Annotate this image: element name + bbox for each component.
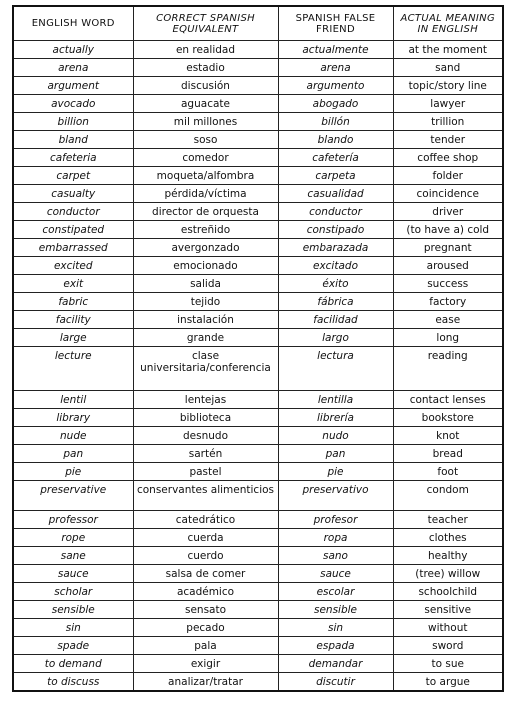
actual-meaning-cell: reading <box>393 347 503 391</box>
actual-meaning-cell: sensitive <box>393 601 503 619</box>
table-row <box>13 511 503 529</box>
spanish-equivalent-cell: avergonzado <box>133 239 278 257</box>
actual-meaning-cell: sword <box>393 637 503 655</box>
english-word-cell: library <box>13 409 133 427</box>
spanish-equivalent-cell: pala <box>133 637 278 655</box>
actual-meaning-cell: topic/story line <box>393 77 503 95</box>
actual-meaning-cell: trillion <box>393 113 503 131</box>
header-false-friend: SPANISH FALSE FRIEND <box>278 6 393 41</box>
spanish-equivalent-cell: director de orquesta <box>133 203 278 221</box>
false-friend-cell: billón <box>278 113 393 131</box>
actual-meaning-cell: schoolchild <box>393 583 503 601</box>
false-friend-cell: sin <box>278 619 393 637</box>
spanish-equivalent-cell: lentejas <box>133 391 278 409</box>
spanish-equivalent-cell: conservantes alimenticios <box>133 481 278 511</box>
actual-meaning-cell: healthy <box>393 547 503 565</box>
spanish-equivalent-cell: aguacate <box>133 95 278 113</box>
spanish-equivalent-cell: catedrático <box>133 511 278 529</box>
table-row <box>13 329 503 347</box>
english-word-cell: scholar <box>13 583 133 601</box>
false-friend-cell: pie <box>278 463 393 481</box>
false-friend-cell: nudo <box>278 427 393 445</box>
spanish-equivalent-cell: académico <box>133 583 278 601</box>
table-row <box>13 547 503 565</box>
false-friend-cell: escolar <box>278 583 393 601</box>
spanish-equivalent-cell: salsa de comer <box>133 565 278 583</box>
english-word-cell: exit <box>13 275 133 293</box>
false-friend-cell: fábrica <box>278 293 393 311</box>
english-word-cell: argument <box>13 77 133 95</box>
false-friend-cell: sensible <box>278 601 393 619</box>
spanish-equivalent-cell: en realidad <box>133 41 278 59</box>
table-row <box>13 637 503 655</box>
false-friend-cell: excitado <box>278 257 393 275</box>
spanish-equivalent-cell: mil millones <box>133 113 278 131</box>
table-row <box>13 445 503 463</box>
table-row <box>13 185 503 203</box>
spanish-equivalent-cell: desnudo <box>133 427 278 445</box>
english-word-cell: lecture <box>13 347 133 391</box>
spanish-equivalent-cell: pérdida/víctima <box>133 185 278 203</box>
table-row <box>13 347 503 391</box>
false-friend-cell: discutir <box>278 673 393 692</box>
spanish-equivalent-cell: pecado <box>133 619 278 637</box>
spanish-equivalent-cell: clase universitaria/conferencia <box>133 347 278 391</box>
spanish-equivalent-cell: cuerda <box>133 529 278 547</box>
false-friend-cell: conductor <box>278 203 393 221</box>
english-word-cell: cafeteria <box>13 149 133 167</box>
spanish-equivalent-cell: discusión <box>133 77 278 95</box>
table-row <box>13 167 503 185</box>
table-row <box>13 257 503 275</box>
spanish-equivalent-cell: pastel <box>133 463 278 481</box>
english-word-cell: embarrassed <box>13 239 133 257</box>
table-row <box>13 41 503 59</box>
table-row <box>13 293 503 311</box>
english-word-cell: bland <box>13 131 133 149</box>
actual-meaning-cell: pregnant <box>393 239 503 257</box>
table-row <box>13 481 503 511</box>
english-word-cell: sin <box>13 619 133 637</box>
table-row <box>13 391 503 409</box>
english-word-cell: billion <box>13 113 133 131</box>
false-friend-cell: librería <box>278 409 393 427</box>
actual-meaning-cell: bookstore <box>393 409 503 427</box>
english-word-cell: nude <box>13 427 133 445</box>
english-word-cell: facility <box>13 311 133 329</box>
spanish-equivalent-cell: soso <box>133 131 278 149</box>
english-word-cell: preservative <box>13 481 133 511</box>
actual-meaning-cell: foot <box>393 463 503 481</box>
false-friend-cell: sano <box>278 547 393 565</box>
actual-meaning-cell: to sue <box>393 655 503 673</box>
table-row <box>13 59 503 77</box>
actual-meaning-cell: success <box>393 275 503 293</box>
table-row <box>13 409 503 427</box>
actual-meaning-cell: lawyer <box>393 95 503 113</box>
spanish-equivalent-cell: sensato <box>133 601 278 619</box>
english-word-cell: sane <box>13 547 133 565</box>
table-row <box>13 221 503 239</box>
actual-meaning-cell: to argue <box>393 673 503 692</box>
false-friend-cell: cafetería <box>278 149 393 167</box>
table-row <box>13 529 503 547</box>
actual-meaning-cell: (tree) willow <box>393 565 503 583</box>
false-friend-cell: preservativo <box>278 481 393 511</box>
spanish-equivalent-cell: tejido <box>133 293 278 311</box>
table-row <box>13 601 503 619</box>
english-word-cell: fabric <box>13 293 133 311</box>
actual-meaning-cell: teacher <box>393 511 503 529</box>
table-row <box>13 113 503 131</box>
table-row <box>13 655 503 673</box>
spanish-equivalent-cell: emocionado <box>133 257 278 275</box>
false-friend-cell: largo <box>278 329 393 347</box>
table-row <box>13 673 503 692</box>
actual-meaning-cell: condom <box>393 481 503 511</box>
false-friends-sheet <box>12 5 502 692</box>
spanish-equivalent-cell: exigir <box>133 655 278 673</box>
false-friend-cell: profesor <box>278 511 393 529</box>
actual-meaning-cell: bread <box>393 445 503 463</box>
english-word-cell: pie <box>13 463 133 481</box>
actual-meaning-cell: tender <box>393 131 503 149</box>
table-row <box>13 565 503 583</box>
actual-meaning-cell: without <box>393 619 503 637</box>
actual-meaning-cell: aroused <box>393 257 503 275</box>
english-word-cell: casualty <box>13 185 133 203</box>
false-friend-cell: blando <box>278 131 393 149</box>
english-word-cell: to demand <box>13 655 133 673</box>
table-row <box>13 583 503 601</box>
table-row <box>13 427 503 445</box>
false-friend-cell: argumento <box>278 77 393 95</box>
false-friend-cell: embarazada <box>278 239 393 257</box>
false-friend-cell: facilidad <box>278 311 393 329</box>
actual-meaning-cell: sand <box>393 59 503 77</box>
false-friend-cell: demandar <box>278 655 393 673</box>
table-row <box>13 463 503 481</box>
english-word-cell: lentil <box>13 391 133 409</box>
actual-meaning-cell: contact lenses <box>393 391 503 409</box>
actual-meaning-cell: (to have a) cold <box>393 221 503 239</box>
actual-meaning-cell: coincidence <box>393 185 503 203</box>
english-word-cell: sauce <box>13 565 133 583</box>
false-friend-cell: abogado <box>278 95 393 113</box>
english-word-cell: constipated <box>13 221 133 239</box>
actual-meaning-cell: ease <box>393 311 503 329</box>
english-word-cell: rope <box>13 529 133 547</box>
table-body <box>13 41 503 692</box>
actual-meaning-cell: at the moment <box>393 41 503 59</box>
spanish-equivalent-cell: cuerdo <box>133 547 278 565</box>
table-row <box>13 131 503 149</box>
english-word-cell: excited <box>13 257 133 275</box>
actual-meaning-cell: long <box>393 329 503 347</box>
spanish-equivalent-cell: grande <box>133 329 278 347</box>
english-word-cell: to discuss <box>13 673 133 692</box>
table-row <box>13 275 503 293</box>
false-friend-cell: ropa <box>278 529 393 547</box>
spanish-equivalent-cell: salida <box>133 275 278 293</box>
header-correct-spanish: CORRECT SPANISH EQUIVALENT <box>133 6 278 41</box>
spanish-equivalent-cell: estreñido <box>133 221 278 239</box>
header-actual-meaning: ACTUAL MEANING IN ENGLISH <box>393 6 503 41</box>
table-row <box>13 149 503 167</box>
false-friend-cell: éxito <box>278 275 393 293</box>
english-word-cell: avocado <box>13 95 133 113</box>
english-word-cell: pan <box>13 445 133 463</box>
actual-meaning-cell: knot <box>393 427 503 445</box>
false-friend-cell: pan <box>278 445 393 463</box>
english-word-cell: large <box>13 329 133 347</box>
spanish-equivalent-cell: comedor <box>133 149 278 167</box>
english-word-cell: sensible <box>13 601 133 619</box>
spanish-equivalent-cell: analizar/tratar <box>133 673 278 692</box>
spanish-equivalent-cell: estadio <box>133 59 278 77</box>
false-friend-cell: casualidad <box>278 185 393 203</box>
english-word-cell: professor <box>13 511 133 529</box>
table-header-row <box>13 6 503 41</box>
actual-meaning-cell: driver <box>393 203 503 221</box>
actual-meaning-cell: folder <box>393 167 503 185</box>
spanish-equivalent-cell: instalación <box>133 311 278 329</box>
false-friend-cell: sauce <box>278 565 393 583</box>
spanish-equivalent-cell: sartén <box>133 445 278 463</box>
false-friends-table <box>12 5 504 692</box>
english-word-cell: carpet <box>13 167 133 185</box>
table-row <box>13 619 503 637</box>
table-row <box>13 203 503 221</box>
spanish-equivalent-cell: moqueta/alfombra <box>133 167 278 185</box>
header-english-word: ENGLISH WORD <box>13 6 133 41</box>
false-friend-cell: carpeta <box>278 167 393 185</box>
false-friend-cell: espada <box>278 637 393 655</box>
false-friend-cell: lectura <box>278 347 393 391</box>
table-row <box>13 311 503 329</box>
false-friend-cell: lentilla <box>278 391 393 409</box>
actual-meaning-cell: coffee shop <box>393 149 503 167</box>
actual-meaning-cell: factory <box>393 293 503 311</box>
spanish-equivalent-cell: biblioteca <box>133 409 278 427</box>
false-friend-cell: actualmente <box>278 41 393 59</box>
false-friend-cell: constipado <box>278 221 393 239</box>
table-row <box>13 77 503 95</box>
english-word-cell: actually <box>13 41 133 59</box>
english-word-cell: spade <box>13 637 133 655</box>
actual-meaning-cell: clothes <box>393 529 503 547</box>
english-word-cell: arena <box>13 59 133 77</box>
table-row <box>13 239 503 257</box>
english-word-cell: conductor <box>13 203 133 221</box>
table-row <box>13 95 503 113</box>
false-friend-cell: arena <box>278 59 393 77</box>
